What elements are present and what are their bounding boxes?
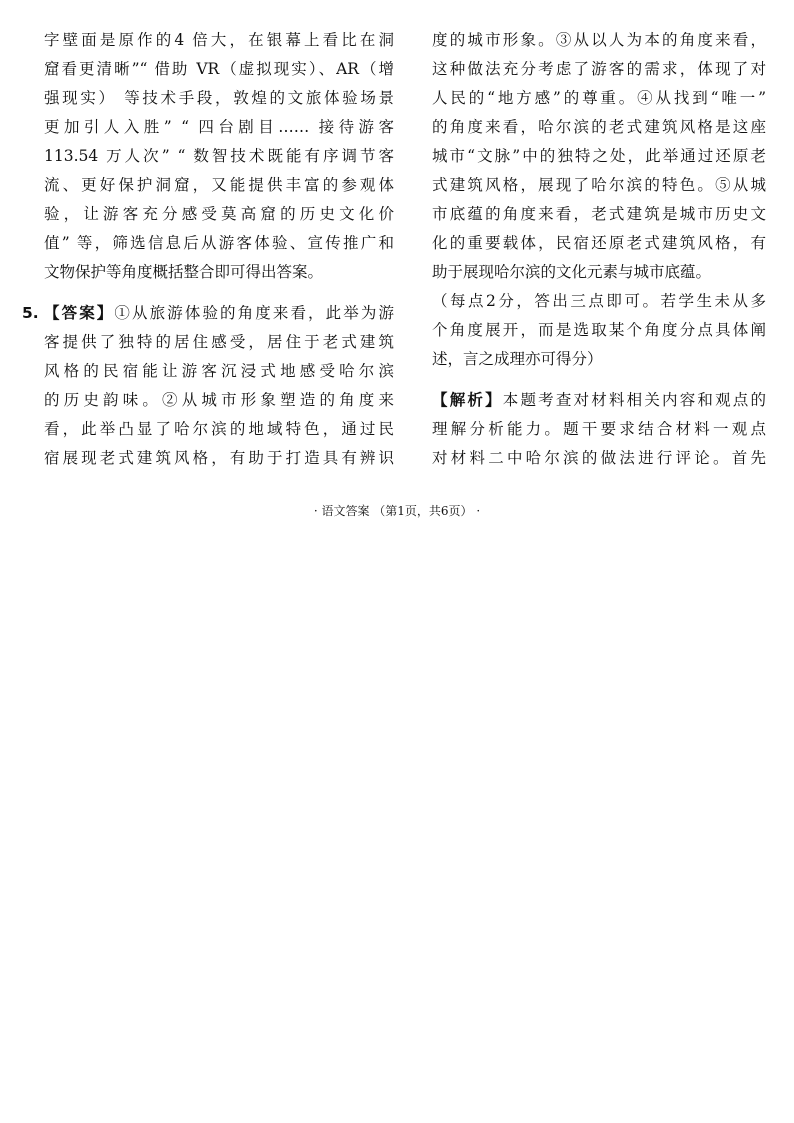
text-line: 字壁面是原作的4 倍大，在银幕上看比在洞 — [44, 31, 394, 49]
text-line: 看，此举凸显了哈尔滨的地域特色，通过民 — [44, 420, 394, 438]
text-line: 文物保护等角度概括整合即可得出答案。 — [44, 263, 324, 281]
text-line: 人民的“地方感”的尊重。④从找到“唯一” — [432, 89, 766, 107]
text-line: 更加引人入胜” “ 四台剧目…… 接待游客 — [44, 118, 394, 136]
text-line: 化的重要载体，民宿还原老式建筑风格，有 — [432, 234, 766, 252]
text-line: 值” 等，筛选信息后从游客体验、宣传推广和 — [44, 234, 394, 252]
text-line: 窟看更清晰”“ 借助 VR（虚拟现实）、AR（增 — [44, 60, 394, 78]
text-line: 城市“文脉”中的独特之处，此举通过还原老 — [432, 147, 766, 165]
page-footer: · 语文答案 （第1页，共6页） · — [313, 504, 481, 518]
text-line: 宿展现老式建筑风格，有助于打造具有辨识 — [44, 449, 394, 467]
question-5-answer — [22, 299, 394, 473]
text-line — [44, 299, 394, 328]
text-line: 式建筑风格，展现了哈尔滨的特色。⑤从城 — [432, 176, 766, 194]
answer-continuation — [432, 26, 766, 374]
text-line: 风格的民宿能让游客沉浸式地感受哈尔滨 — [44, 362, 394, 380]
text-line: 验，让游客充分感受莫高窟的历史文化价 — [44, 205, 394, 223]
analysis-tag: 【解析】 — [432, 391, 503, 409]
answer-text: ①从旅游体验的角度来看，此举为游 — [114, 304, 394, 322]
answer-tag: 【答案】 — [44, 304, 115, 322]
analysis-text: 本题考查对材料相关内容和观点的 — [502, 391, 766, 409]
right-column — [432, 26, 766, 473]
text-line: 的历史韵味。②从城市形象塑造的角度来 — [44, 391, 394, 409]
text-line: 113.54 万人次” “ 数智技术既能有序调节客 — [44, 147, 394, 165]
text-line: 流、更好保护洞窟，又能提供丰富的参观体 — [44, 176, 394, 194]
text-line: 客提供了独特的居住感受，居住于老式建筑 — [44, 333, 394, 351]
text-line: 助于展现哈尔滨的文化元素与城市底蕴。 — [432, 263, 712, 281]
text-line: 的角度来看，哈尔滨的老式建筑风格是这座 — [432, 118, 766, 136]
text-line: 述，言之成理亦可得分） — [432, 350, 603, 368]
question-number: 5. — [22, 304, 39, 322]
text-line: 市底蕴的角度来看，老式建筑是城市历史文 — [432, 205, 766, 223]
text-line: 这种做法充分考虑了游客的需求，体现了对 — [432, 60, 766, 78]
text-line: 个角度展开，而是选取某个角度分点具体阐 — [432, 321, 766, 339]
analysis-section — [432, 386, 766, 473]
text-line: 对材料二中哈尔滨的做法进行评论。首先 — [432, 449, 766, 467]
text-line: 理解分析能力。题干要求结合材料一观点 — [432, 420, 766, 438]
analysis-continuation — [44, 26, 394, 287]
text-line: 度的城市形象。③从以人为本的角度来看， — [432, 31, 766, 49]
text-line: （每点2分，答出三点即可。若学生未从多 — [432, 292, 766, 310]
text-line — [432, 386, 766, 415]
left-column — [22, 26, 394, 473]
text-line: 强现实） 等技术手段，敦煌的文旅体验场景 — [44, 89, 394, 107]
